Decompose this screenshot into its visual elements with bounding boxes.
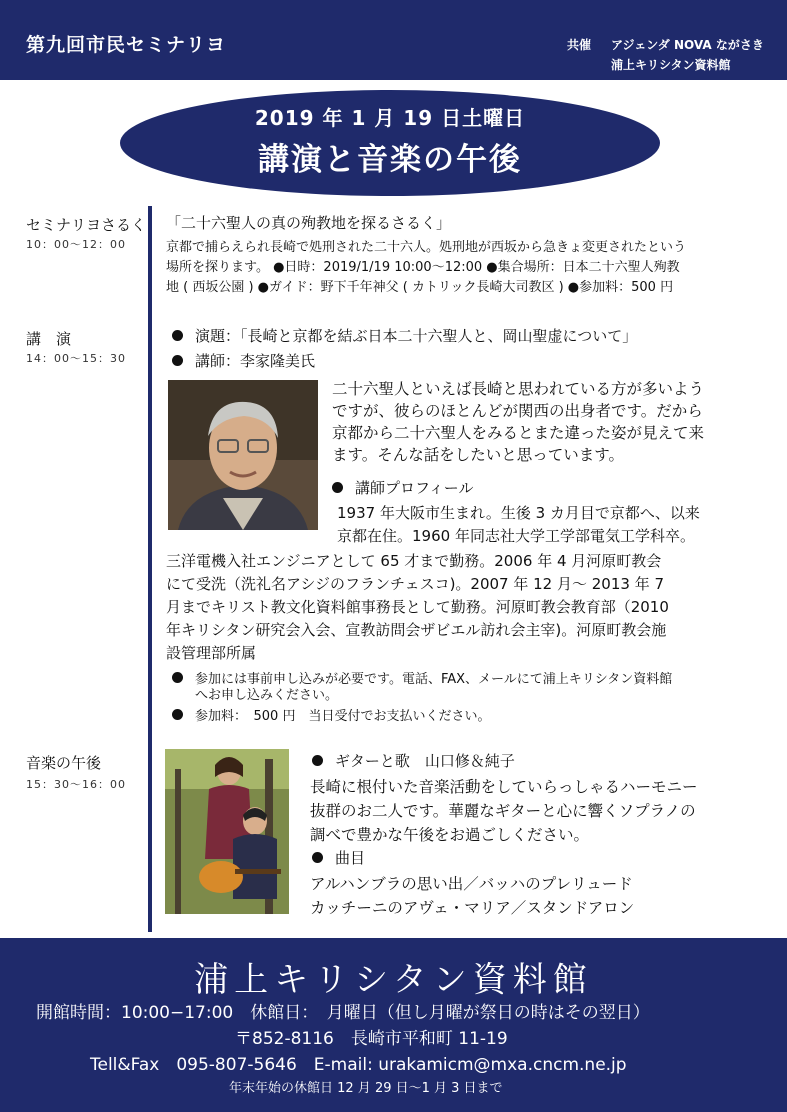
lecture-intro-line: 二十六聖人といえば長崎と思われている方が多いよう — [332, 380, 705, 398]
address: 〒852-8116 長崎市平和町 11-19 — [235, 1029, 508, 1049]
holiday-note: 年末年始の休館日 12 月 29 日〜1 月 3 日まで — [229, 1081, 503, 1096]
contact: Tell&Fax 095-807-5646 E-mail: urakamicm@mxa.cncm.ne.jp — [90, 1055, 627, 1075]
program-heading-text: 曲目 — [335, 849, 366, 867]
program-line: アルハンブラの思い出／バッハのプレリュード — [310, 875, 633, 893]
profile-short — [337, 502, 700, 548]
bullet-icon — [312, 755, 323, 766]
profile-heading-text: 講師プロフィール — [355, 479, 474, 497]
bullet-icon — [172, 330, 183, 341]
profile-line: にて受洗（洗礼名アシジのフランチェスコ)。2007 年 12 月〜 2013 年 7 — [166, 575, 665, 593]
profile-line: 設管理部所属 — [166, 644, 257, 662]
profile-line: 京都在住。1960 年同志社大学工学部電気工学科卒。 — [337, 527, 695, 545]
lecture-intro — [332, 378, 704, 466]
lecture-speaker — [172, 350, 315, 373]
organizer-label: 共催 — [567, 38, 592, 52]
lecture-intro-line: ですが、彼らのほとんどが関西の出身者です。だから — [332, 402, 703, 420]
walk-heading: 「二十六聖人の真の殉教地を探るさるく」 — [166, 214, 452, 232]
title-ellipse — [120, 90, 660, 196]
music-desc-line: 抜群のお二人です。華麗なギターと心に響くソプラノの — [310, 802, 696, 820]
program-line: カッチーニのアヴェ・マリア／スタンドアロン — [310, 899, 635, 917]
program-heading — [312, 847, 365, 870]
walk-body-line-3: 地 ( 西坂公園 ) ●ガイド：野下千年神父 ( カトリック長崎大司教区 ) ●参加料：500 円 — [166, 280, 674, 295]
music-desc-line: 調べで豊かな午後をお過ごしください。 — [310, 826, 590, 844]
program-list — [310, 872, 634, 920]
lecture-speaker-text: 講師：李家隆美氏 — [195, 352, 316, 370]
profile-heading — [332, 477, 474, 500]
opening-hours: 開館時間：10:00−17:00 休館日： 月曜日（但し月曜が祭日の時はその翌日） — [36, 1003, 650, 1023]
walk-body-line-1: 京都で捕らえられ長崎で処刑された二十六人。処刑地が西坂から急きょ変更されたという — [166, 240, 687, 255]
bullet-icon — [172, 355, 183, 366]
music-performers — [312, 750, 515, 773]
profile-wide — [166, 550, 669, 665]
notice-line-1: 参加には事前申し込みが必要です。電話、FAX、メールにて浦上キリシタン資料館 — [195, 672, 673, 687]
lecture-topic — [172, 325, 637, 348]
lecture-intro-line: 京都から二十六聖人をみるとまた違った姿が見えて来 — [332, 424, 705, 442]
walk-body-line-2: 場所を探ります。 ●日時：2019/1/19 10:00〜12:00 ●集合場所：日本二十六聖人殉教 — [166, 260, 680, 275]
section-divider — [148, 206, 152, 932]
music-desc-line: 長崎に根付いた音楽活動をしていらっしゃるハーモニー — [310, 778, 698, 796]
bullet-icon — [172, 672, 183, 683]
header-band — [0, 0, 787, 80]
bullet-icon — [172, 709, 183, 720]
music-section-label: 音楽の午後 — [26, 754, 102, 772]
organizer-1: アジェンダ NOVA ながさき — [611, 38, 764, 52]
lecture-section-time: 14：00〜15：30 — [26, 352, 126, 365]
profile-line: 年キリシタン研究会入会、宣教訪問会ザビエル訪れ会主宰)。河原町教会施 — [166, 621, 667, 639]
profile-line: 1937 年大阪市生まれ。生後 3 カ月目で京都へ、以来 — [337, 504, 700, 522]
performers-photo — [165, 749, 289, 914]
profile-line: 月までキリスト教文化資料館事務長として勤務。河原町教会教育部（2010 — [166, 598, 669, 616]
museum-name: 浦上キリシタン資料館 — [194, 960, 593, 1000]
series-title: 第九回市民セミナリヨ — [26, 34, 227, 56]
walk-section-label: セミナリヨさるく — [26, 216, 147, 234]
event-title: 講演と音楽の午後 — [258, 142, 522, 178]
music-section-time: 15：30〜16：00 — [26, 778, 126, 791]
speaker-photo — [168, 380, 318, 530]
bullet-icon — [332, 482, 343, 493]
bullet-icon — [312, 852, 323, 863]
notice-line-2: へお申し込みください。 — [195, 688, 339, 703]
fee — [172, 707, 490, 726]
music-description — [310, 775, 698, 847]
profile-line: 三洋電機入社エンジニアとして 65 才まで勤務。2006 年 4 月河原町教会 — [166, 552, 662, 570]
lecture-intro-line: ます。そんな話をしたいと思っています。 — [332, 446, 625, 464]
walk-section-time: 10：00〜12：00 — [26, 238, 126, 251]
fee-text: 参加料： 500 円 当日受付でお支払いください。 — [195, 709, 491, 724]
lecture-section-label: 講 演 — [26, 330, 72, 348]
footer-band — [0, 938, 787, 1112]
event-date: 2019 年 1 月 19 日土曜日 — [254, 106, 526, 130]
organizer-2: 浦上キリシタン資料館 — [611, 58, 731, 72]
lecture-topic-text: 演題：「長崎と京都を結ぶ日本二十六聖人と、岡山聖虚について」 — [195, 327, 638, 345]
music-performers-text: ギターと歌 山口修＆純子 — [335, 752, 515, 770]
